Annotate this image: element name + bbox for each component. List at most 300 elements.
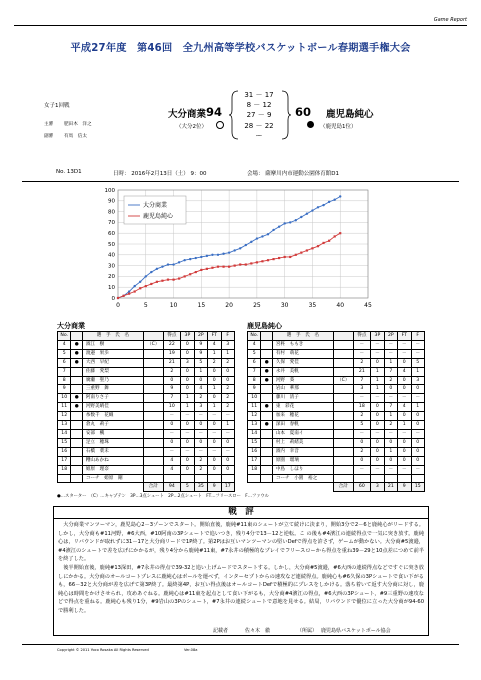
table-cell [143,474,163,483]
table-cell: 15 [58,438,71,447]
away-marker-icon [307,121,314,128]
x-tick-label: 0 [116,302,120,309]
legend-label-2: 鹿児島純心 [143,213,174,220]
series-2-point [161,280,163,282]
table-cell: 0 [411,421,425,430]
table-cell [353,474,371,483]
table-cell: 9 [58,385,71,394]
table-cell: 1 [208,403,221,412]
table-cell: － [411,340,425,349]
table-cell: 2 [194,394,207,403]
table-cell [333,412,353,421]
table-cell: － [208,412,221,421]
table-cell [261,465,272,474]
table-cell: 山本 夏南イ [272,429,333,438]
table-cell: 廣瀬 聖乃 [82,376,143,385]
table-cell: － [208,429,221,438]
table-cell: 3 [353,385,371,394]
series-1-point [245,244,247,246]
table-cell: 2 [221,394,235,403]
table-cell: － [398,394,411,403]
overtime: ー [255,131,263,140]
table-cell [71,447,82,456]
review-title: 戦 評 [53,506,429,519]
table-cell [58,483,144,492]
table-cell [143,438,163,447]
table-cell: 10 [58,394,71,403]
table-cell: 5 [58,349,71,358]
table-cell: 0 [208,421,221,430]
series-1-point [233,249,235,251]
table-row [58,456,235,465]
table-cell [143,367,163,376]
info-rule [22,181,459,182]
table-cell [143,412,163,421]
table-row [58,376,235,385]
table-cell: 0 [411,385,425,394]
table-cell [398,474,411,483]
column-header [71,332,82,341]
table-cell: 原園 瑠璃 [272,456,333,465]
table-cell: 4 [398,403,411,412]
table-cell: 岩山 華那 [272,385,333,394]
series-2-point [278,257,280,259]
table-cell: 0 [221,367,235,376]
y-tick-label: 40 [108,252,115,259]
table-cell: （C） [333,376,353,385]
series-2-point [306,249,308,251]
series-1-point [311,209,313,211]
series-2-point [217,266,219,268]
y-tick-label: 70 [108,220,115,227]
table-cell [181,474,194,483]
series-2-point [189,273,191,275]
table-cell: 糟山あかね [82,456,143,465]
table-cell: 久保 愛佳 [272,358,333,367]
table-cell [261,456,272,465]
series-2-point [239,263,241,265]
referee-label: 主審 [44,122,54,127]
report-label: Game Report [433,17,467,23]
x-tick-label: 30 [280,302,289,309]
table-cell: ● [261,421,272,430]
table-cell: － [411,349,425,358]
table-cell: 9 [194,349,207,358]
table-cell: 0 [411,438,425,447]
footer-rule [22,644,459,645]
table-cell: 2 [384,421,397,430]
table-cell [261,385,272,394]
recorder-name: 佐々木 徹 [245,628,271,634]
umpire-name: 有馬 信太 [64,134,87,139]
table-cell: 1 [181,403,194,412]
table-cell: 2 [221,358,235,367]
table-cell: － [194,429,207,438]
table-cell: － [384,465,397,474]
series-1-point [156,268,158,270]
table-cell [261,474,272,483]
table-cell: 1 [411,403,425,412]
table-cell: 0 [371,421,384,430]
table-cell: 藤川 清子 [272,394,333,403]
header-rule [14,25,467,26]
series-1-point [178,261,180,263]
table-row [58,403,235,412]
table-cell: － [353,340,371,349]
y-tick-label: 60 [108,231,115,237]
affiliation-name: 鹿児島県バスケットボール協会 [321,628,391,634]
table-row [248,456,425,465]
table-cell: － [411,429,425,438]
series-2-point [328,240,330,242]
table-cell [333,447,353,456]
table-cell: 9 [194,340,207,349]
table-cell: 0 [398,358,411,367]
quarter-3: 27 － 9 [246,111,272,120]
table-cell: 21 [353,367,371,376]
table-row [248,438,425,447]
table-row [58,474,235,483]
table-cell: 4 [208,340,221,349]
recorder-label: 記載者 [213,628,229,634]
table-cell: 6 [248,358,261,367]
series-2-point [284,256,286,258]
right-brace [280,90,292,140]
series-2-point [311,247,313,249]
table-cell [71,456,82,465]
table-cell: － [353,394,371,403]
table-cell: － [353,349,371,358]
table-row [248,412,425,421]
table-cell: － [411,394,425,403]
series-2-point [167,279,169,281]
series-1-point [300,216,302,218]
table-cell: 河野美晴佳 [82,403,143,412]
table-cell: 姫原 理奈 [82,465,143,474]
series-2-point [250,262,252,264]
table-cell: ● [261,367,272,376]
column-header: 3P [181,332,194,341]
stats-legend: ●…スターター （C）…キャプテン 3P…3点シュート 2P…2点シュート FT…フリースロー F…ファウル [57,494,269,499]
table-cell: － [353,465,371,474]
table-cell: 4 [58,340,71,349]
review-paragraph-2: 後半開始直後，鹿純#13深田，#7永井の得点で39-32と追い上げムードでスタートする。しかし，大分商#5渡邉，#6大西の連続得点などですぐに突き放しにかかる。大分商のオールコートプレスに鹿純心はボールを運べず，インターセプトからの速攻など連続得点。鹿純心も#6久保の3Pシュートで食い下がるも，66－32と大分商が差を広げて第3P終了。最終第4P，お互い得点後はオールコートDefで積極的にプレスをしかける。落ち着いて返す大分商に対し，鹿純心は時間をかけさせられ，攻めあぐねる。鹿純心は#11東を起点として食い下がるも，大分商#4濱江の得点，#6大西の3Pシュート，#9三重野の速攻などで得点を重ねる。鹿純心も残り1分，#9岩山の3Pのシュート，#7永井の連続シュートで意地を見せる。結局，リバウンドで優位に立った大分商が94-60で勝利した。 [58,564,425,614]
table-cell: 2 [221,385,235,394]
table-cell: 11 [248,403,261,412]
table-cell: 0 [221,465,235,474]
table-cell [163,474,181,483]
table-cell: 3 [181,358,194,367]
table-cell: 0 [208,394,221,403]
table-header [248,332,425,341]
table-cell: 0 [398,456,411,465]
table-cell: － [221,429,235,438]
table-cell: 東 彩花 [272,403,333,412]
table-cell: 1 [208,385,221,394]
table-cell [143,394,163,403]
table-cell [143,349,163,358]
table-cell [261,429,272,438]
table-cell: 1 [384,447,397,456]
table-cell: 2 [353,447,371,456]
table-cell: 濱江 樹 [82,340,143,349]
table-cell [333,403,353,412]
table-cell [194,474,207,483]
table-cell [261,394,272,403]
table-cell: 18 [353,403,371,412]
home-score: 94 [206,105,223,119]
table-cell [71,438,82,447]
table-cell: 35 [194,483,207,492]
table-cell: 0 [208,465,221,474]
table-cell: 石橋 菜未 [82,447,143,456]
series-2-point [117,297,119,299]
table-cell: 佐藤 愛梨 [82,367,143,376]
table-cell: － [384,349,397,358]
table-cell: ● [261,358,272,367]
table-cell [333,429,353,438]
table-cell: 0 [194,438,207,447]
table-cell: 0 [411,412,425,421]
table-cell: 4 [248,340,261,349]
table-cell: 7 [58,367,71,376]
table-cell: 0 [163,376,181,385]
table-row [58,412,235,421]
table-cell: ● [71,358,82,367]
table-cell: － [221,447,235,456]
series-1-point [295,219,297,221]
table-cell: － [371,394,384,403]
table-cell: 0 [371,456,384,465]
table-cell: 12 [58,412,71,421]
table-cell: 21 [384,483,397,492]
table-cell: 1 [384,358,397,367]
series-1-point [189,258,191,260]
table-row [58,447,235,456]
table-cell: 18 [58,465,71,474]
table-cell: 0 [371,438,384,447]
table-cell: 12 [248,412,261,421]
series-1-point [133,285,135,287]
series-2-point [222,266,224,268]
table-cell: － [181,429,194,438]
table-cell: 94 [163,483,181,492]
table-cell [333,367,353,376]
series-2-point [234,265,236,267]
table-cell [333,358,353,367]
table-cell: 2 [384,376,397,385]
series-1-point [328,201,330,203]
x-tick-label: 20 [225,302,233,309]
table-cell: 1 [384,412,397,421]
table-cell: 0 [181,340,194,349]
series-2-point [178,277,180,279]
series-2-point [261,260,263,262]
table-cell: 倉丸 莉子 [82,421,143,430]
table-cell: 0 [181,421,194,430]
score-progression-chart [96,186,376,316]
away-team-name: 鹿児島純心 [326,109,374,120]
series-2-point [156,281,158,283]
series-1-point [211,254,213,256]
series-1-point [261,235,263,237]
table-cell: 0 [208,438,221,447]
series-1-point [250,241,252,243]
review-paragraph-1: 大分商業マンツーマン，鹿児島心2－3ゾーンでスタート。開始直後，鹿純#11東のシュートが立て続けに決まり，開始3分で2－6と鹿純心がリードする。しかし，大分商も#11河野，#6大西，#10阿南の3Pシュートで追いつき，残り4分で13－12と逆転。こ の後も#4濱江の連続得点で一気に突き放す。鹿純心は，リバウンドが取れずに31－17と大分商リードで1P終了。第2Pはお互いマンツーマンの堅いDefで得点を許さず，ゲームが動かない。大分商#5渡邉，#4濱江のシュートで差を広げにかかるが，残り4分から鹿純#11東，#7永井の積極的なプレイでフリースローから得点を重ね39－29と10点差につめて前半を終了した。 [58,522,424,563]
series-2-point [317,245,319,247]
table-cell: 3 [371,483,384,492]
series-2-point [228,266,230,268]
series-1-point [222,253,224,255]
series-1-point [317,206,319,208]
table-cell: 三重野 舞 [82,385,143,394]
table-cell: 0 [371,447,384,456]
x-tick-label: 25 [253,302,261,309]
table-cell: 0 [398,447,411,456]
table-cell: － [398,429,411,438]
column-header: 得点 [163,332,181,341]
footer-version: Ver.08a [184,648,198,652]
series-1-point [289,221,291,223]
column-header: No. [58,332,71,341]
table-header [58,332,235,341]
table-cell: 0 [194,376,207,385]
table-cell: 0 [411,447,425,456]
table-cell [333,465,353,474]
away-score: 60 [295,105,312,119]
table-cell: 3 [221,340,235,349]
quarter-scores [237,90,281,141]
table-cell: 1 [194,367,207,376]
table-cell: － [163,412,181,421]
table-cell [333,349,353,358]
table-cell: 13 [58,421,71,430]
table-cell: 0 [353,438,371,447]
table-cell: 3 [411,376,425,385]
table-cell: 9 [163,385,181,394]
table-cell: 0 [398,438,411,447]
table-cell [333,421,353,430]
table-cell: 4 [194,385,207,394]
table-cell: － [194,447,207,456]
affiliation-label: （所属） [297,628,318,634]
table-row [58,429,235,438]
table-cell: 2 [163,367,181,376]
column-header: FT [398,332,411,341]
table-row [248,429,425,438]
table-cell [143,456,163,465]
table-cell [384,474,397,483]
table-cell: － [221,412,235,421]
y-tick-label: 0 [111,295,115,302]
table-cell: 15 [248,438,261,447]
table-cell: 17 [221,483,235,492]
table-cell: 合計 [143,483,163,492]
table-cell [411,474,425,483]
table-cell: 1 [181,394,194,403]
table-cell: ● [71,340,82,349]
table-cell: 0 [411,456,425,465]
table-cell: 0 [371,412,384,421]
series-2-point [289,256,291,258]
table-cell: 河野 葵 [272,376,333,385]
table-cell: 13 [248,421,261,430]
series-2-point [322,242,324,244]
table-cell: － [384,340,397,349]
table-cell: 中島 しほり [272,465,333,474]
column-header: 2P [384,332,397,341]
table-cell: 6 [58,358,71,367]
away-stats-table [247,331,425,492]
series-2-point [245,263,247,265]
table-cell: 0 [208,367,221,376]
series-2-point [172,279,174,281]
table-cell: 5 [353,421,371,430]
table-cell: 0 [194,421,207,430]
review-text [58,521,424,616]
series-1-point [145,275,147,277]
table-cell: 2 [208,358,221,367]
table-cell: 7 [384,367,397,376]
table-cell: － [208,447,221,456]
table-cell: － [163,447,181,456]
column-header: 得点 [353,332,371,341]
table-cell: 9 [208,483,221,492]
table-cell: 60 [353,483,371,492]
table-cell [261,340,272,349]
table-cell [143,385,163,394]
table-cell: コーチ 小園 裕之 [272,474,333,483]
table-total-row [248,483,425,492]
table-cell: 8 [248,376,261,385]
table-cell: 0 [208,376,221,385]
series-1-point [283,222,285,224]
table-row [58,438,235,447]
y-tick-label: 90 [108,198,115,205]
table-cell: 5 [181,483,194,492]
series-1-point [167,263,169,265]
table-cell: ● [71,349,82,358]
series-1-point [139,281,141,283]
table-cell: 14 [58,429,71,438]
game-number: No. 13D1 [56,169,82,175]
legend-label-1: 大分商業 [143,202,168,209]
table-cell: 0 [181,438,194,447]
table-cell: 9 [398,483,411,492]
table-cell: 8 [58,376,71,385]
x-tick-label: 10 [169,302,178,309]
table-cell: 19 [163,349,181,358]
column-header: F [221,332,235,341]
series-2-point [134,290,136,292]
column-header: FT [208,332,221,341]
table-cell: 0 [371,403,384,412]
table-cell [143,465,163,474]
table-cell: 2 [221,403,235,412]
series-1-point [195,257,197,259]
table-cell: 加来 穂花 [272,412,333,421]
column-header [333,332,353,341]
table-cell: ● [71,403,82,412]
table-cell [261,412,272,421]
table-cell: 3 [194,403,207,412]
table-cell: 合計 [333,483,353,492]
table-cell [221,474,235,483]
quarter-4: 28 － 22 [244,121,274,130]
table-cell: － [181,412,194,421]
referee-name: 肥田木 洋之 [64,122,92,127]
y-tick-label: 50 [108,241,115,248]
